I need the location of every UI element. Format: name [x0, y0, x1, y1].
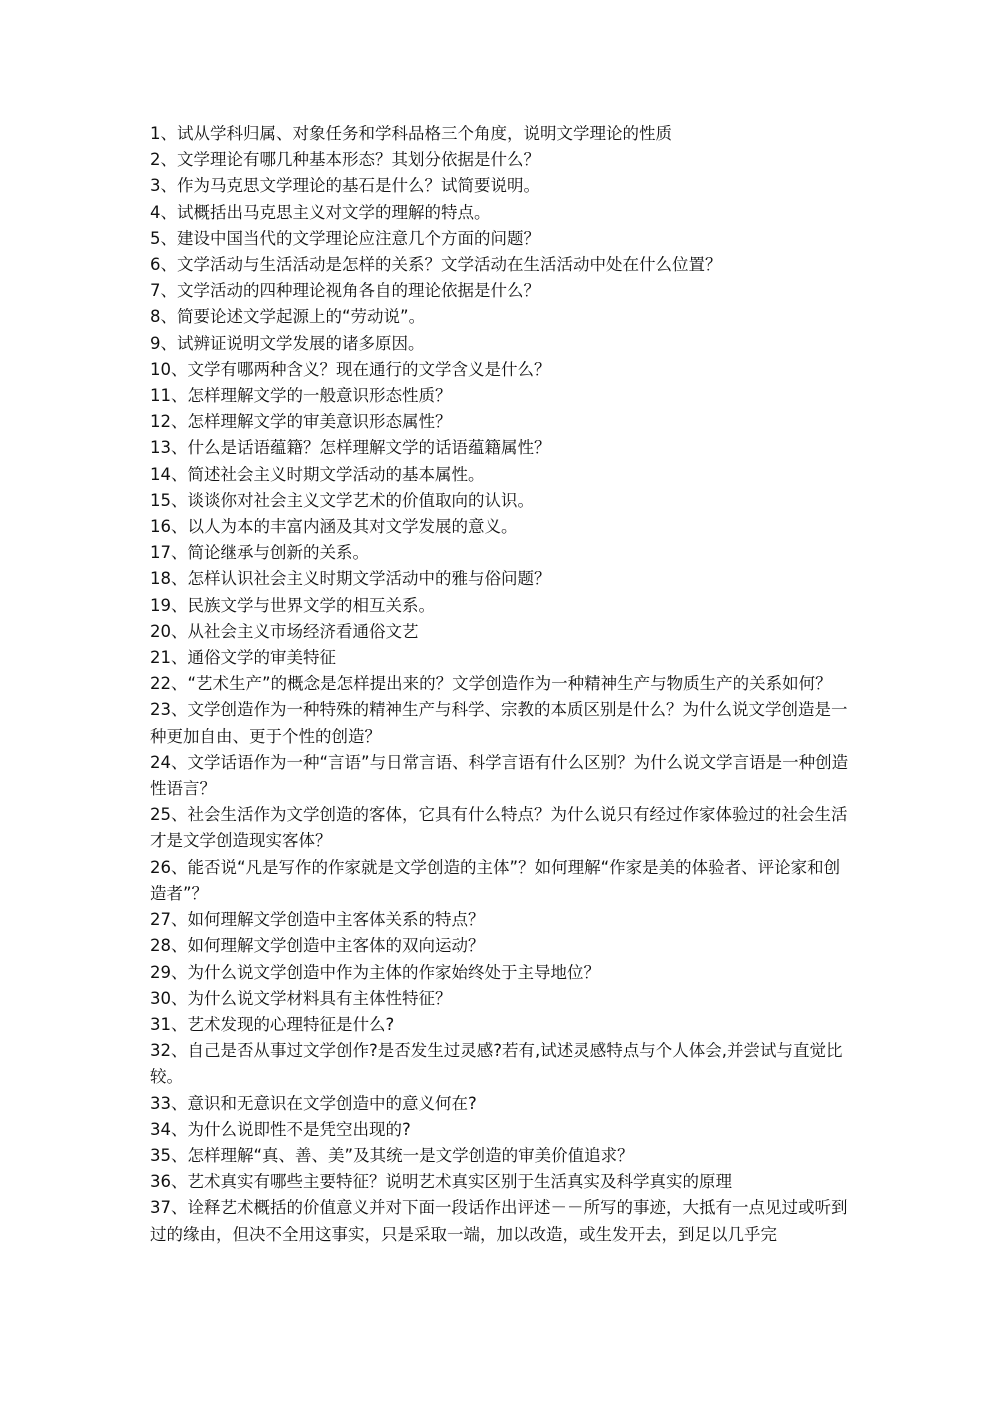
- question-item: 31、艺术发现的心理特征是什么?: [150, 1014, 395, 1034]
- question-item: 26、能否说“凡是写作的作家就是文学创造的主体”？如何理解“作家是美的体验者、评论家和创造者”？: [150, 857, 841, 903]
- question-item: 6、文学活动与生活活动是怎样的关系？文学活动在生活活动中处在什么位置？: [150, 255, 722, 275]
- question-item: 16、以人为本的丰富内涵及其对文学发展的意义。: [150, 517, 518, 537]
- question-item: 18、怎样认识社会主义时期文学活动中的雅与俗问题？: [150, 569, 551, 589]
- question-item: 12、怎样理解文学的审美意识形态属性？: [150, 412, 452, 432]
- question-item: 13、什么是话语蕴籍？怎样理解文学的话语蕴籍属性？: [150, 438, 551, 458]
- question-item: 25、社会生活作为文学创造的客体，它具有什么特点？为什么说只有经过作家体验过的社会生活才是文学创造现实客体？: [150, 805, 848, 851]
- question-item: 23、文学创造作为一种特殊的精神生产与科学、宗教的本质区别是什么？为什么说文学创造是一种更加自由、更于个性的创造？: [150, 700, 848, 746]
- question-list: [150, 121, 852, 1248]
- question-item: 21、通俗文学的审美特征: [150, 648, 336, 668]
- question-item: 17、简论继承与创新的关系。: [150, 543, 369, 563]
- question-item: 19、民族文学与世界文学的相互关系。: [150, 595, 435, 615]
- question-item: 10、文学有哪两种含义？现在通行的文学含义是什么？: [150, 359, 551, 379]
- question-item: 8、简要论述文学起源上的“劳动说”。: [150, 307, 426, 327]
- question-item: 30、为什么说文学材料具有主体性特征？: [150, 988, 452, 1008]
- question-item: 4、试概括出马克思主义对文学的理解的特点。: [150, 202, 491, 222]
- question-item: 2、文学理论有哪几种基本形态？其划分依据是什么？: [150, 150, 540, 170]
- question-item: 35、怎样理解“真、善、美”及其统一是文学创造的审美价值追求？: [150, 1145, 634, 1165]
- question-item: 9、试辨证说明文学发展的诸多原因。: [150, 333, 425, 353]
- question-item: 1、试从学科归属、对象任务和学科品格三个角度，说明文学理论的性质: [150, 124, 672, 143]
- question-item: 37、诠释艺术概括的价值意义并对下面一段话作出评述－－所写的事迹，大抵有一点见过或听到过的缘由，但决不全用这事实，只是采取一端，加以改造，或生发开去，到足以几乎完: [150, 1198, 848, 1244]
- question-item: 24、文学话语作为一种“言语”与日常言语、科学言语有什么区别？为什么说文学言语是一种创造性语言？: [150, 752, 849, 799]
- question-item: 28、如何理解文学创造中主客体的双向运动？: [150, 936, 485, 956]
- question-item: 29、为什么说文学创造中作为主体的作家始终处于主导地位？: [150, 962, 600, 982]
- question-item: 7、文学活动的四种理论视角各自的理论依据是什么？: [150, 281, 540, 301]
- question-item: 32、自己是否从事过文学创作?是否发生过灵感?若有,试述灵感特点与个人体会,并尝试与直觉比较。: [150, 1041, 843, 1087]
- question-item: 34、为什么说即性不是凭空出现的?: [150, 1119, 411, 1139]
- question-item: 3、作为马克思文学理论的基石是什么？试简要说明。: [150, 176, 540, 196]
- question-item: 22、“艺术生产”的概念是怎样提出来的？文学创造作为一种精神生产与物质生产的关系如何？: [150, 674, 832, 694]
- question-item: 27、如何理解文学创造中主客体关系的特点？: [150, 910, 485, 930]
- question-item: 33、意识和无意识在文学创造中的意义何在?: [150, 1093, 477, 1113]
- question-item: 20、从社会主义市场经济看通俗文艺: [150, 621, 419, 641]
- question-item: 5、建设中国当代的文学理论应注意几个方面的问题？: [150, 228, 540, 248]
- question-item: 11、怎样理解文学的一般意识形态性质？: [150, 386, 452, 406]
- question-item: 36、艺术真实有哪些主要特征？说明艺术真实区别于生活真实及科学真实的原理: [150, 1172, 732, 1192]
- question-item: 15、谈谈你对社会主义文学艺术的价值取向的认识。: [150, 490, 534, 510]
- question-item: 14、简述社会主义时期文学活动的基本属性。: [150, 464, 485, 484]
